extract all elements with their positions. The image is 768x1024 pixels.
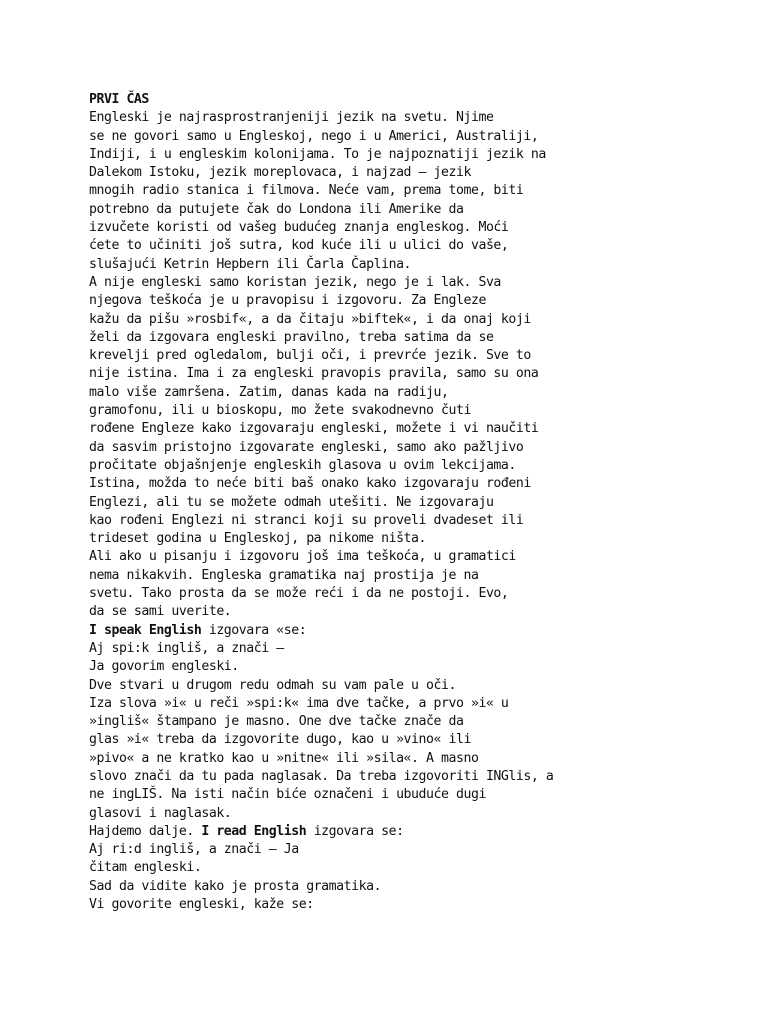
text-line: kažu da pišu »rosbif«, a da čitaju »biftek«, i da onaj koji: [89, 311, 531, 327]
text-line: pročitate objašnjenje engleskih glasova u ovim lekcijama.: [89, 457, 516, 473]
text-line: mnogih radio stanica i filmova. Neće vam, prema tome, biti: [89, 183, 524, 199]
text-line: krevelji pred ogledalom, bulji oči, i prevrće jezik. Sve to: [89, 348, 531, 364]
text-line: da sasvim pristojno izgovarate engleski, samo ako pažljivo: [89, 439, 524, 455]
text-line: glasovi i naglasak.: [89, 805, 232, 821]
text-line: slovo znači da tu pada naglasak. Da treba izgovoriti INGlis, a: [89, 768, 554, 784]
text-line: kao rođeni Englezi ni stranci koji su proveli dvadeset ili: [89, 512, 524, 528]
document-title: PRVI ČAS: [89, 92, 149, 107]
example-phrase-read: [89, 823, 749, 841]
text-line: »ingliš« štampano je masno. One dve tačke znače da: [89, 714, 464, 730]
text-line: se ne govori samo u Engleskoj, nego i u Americi, Australiji,: [89, 128, 539, 144]
text-line: Iza slova »i« u reči »spi:k« ima dve tačke, a prvo »i« u: [89, 695, 509, 711]
text-line: Istina, možda to neće biti baš onako kako izgovaraju rođeni: [89, 476, 531, 492]
text-line: Aj ri:d ingliš, a znači – Ja: [89, 842, 299, 858]
text-line: glas »i« treba da izgovorite dugo, kao u »vino« ili: [89, 732, 471, 748]
text-line: Aj spi:k ingliš, a znači –: [89, 640, 284, 656]
example-phrase-speak: [89, 622, 749, 640]
text-line: Dve stvari u drugom redu odmah su vam pale u oči.: [89, 677, 456, 693]
text-line: Ali ako u pisanju i izgovoru još ima teškoća, u gramatici: [89, 549, 516, 565]
text-line: A nije engleski samo koristan jezik, nego je i lak. Sva: [89, 274, 501, 290]
paragraph-intro: [89, 109, 749, 621]
phrase-rest: izgovara se:: [306, 823, 404, 839]
text-line: Indiji, i u engleskim kolonijama. To je najpoznatiji jezik na: [89, 146, 546, 162]
document-page: [89, 91, 749, 914]
text-line: rođene Engleze kako izgovaraju engleski, možete i vi naučiti: [89, 421, 539, 437]
text-line: želi da izgovara engleski pravilno, treba satima da se: [89, 329, 494, 345]
text-line: potrebno da putujete čak do Londona ili Amerike da: [89, 201, 464, 217]
phrase-bold: I speak English: [89, 622, 202, 638]
text-line: malo više zamršena. Zatim, danas kada na radiju,: [89, 384, 449, 400]
paragraph-pronunciation: [89, 640, 749, 823]
text-line: Ja govorim engleski.: [89, 659, 239, 675]
text-line: Sad da vidite kako je prosta gramatika.: [89, 878, 382, 894]
text-line: Vi govorite engleski, kaže se:: [89, 897, 314, 913]
phrase-bold: I read English: [201, 823, 307, 839]
text-line: trideset godina u Engleskoj, pa nikome ništa.: [89, 531, 427, 547]
text-line: ćete to učiniti još sutra, kod kuće ili u ulici do vaše,: [89, 238, 509, 254]
text-line: da se sami uverite.: [89, 604, 232, 620]
phrase-rest: izgovara «se:: [201, 622, 307, 638]
text-line: slušajući Ketrin Hepbern ili Čarla Čaplina.: [89, 256, 412, 272]
paragraph-grammar: [89, 841, 749, 914]
text-line: Englezi, ali tu se možete odmah utešiti. Ne izgovaraju: [89, 494, 494, 510]
text-line: svetu. Tako prosta da se može reći i da ne postoji. Evo,: [89, 586, 509, 602]
text-line: Engleski je najrasprostranjeniji jezik na svetu. Njime: [89, 110, 494, 126]
text-line: čitam engleski.: [89, 860, 202, 876]
text-line: Dalekom Istoku, jezik moreplovaca, i najzad – jezik: [89, 165, 471, 181]
text-line: izvučete koristi od vašeg budućeg znanja engleskog. Moći: [89, 220, 509, 236]
text-line: gramofonu, ili u bioskopu, mo žete svakodnevno čuti: [89, 403, 471, 419]
text-line: njegova teškoća je u pravopisu i izgovoru. Za Engleze: [89, 293, 486, 309]
text-line: nije istina. Ima i za engleski pravopis pravila, samo su ona: [89, 366, 539, 382]
text-line: ne ingLIŠ. Na isti način biće označeni i ubuduće dugi: [89, 787, 486, 803]
phrase-before: Hajdemo dalje.: [89, 823, 202, 839]
text-line: nema nikakvih. Engleska gramatika naj prostija je na: [89, 567, 479, 583]
text-line: »pivo« a ne kratko kao u »nitne« ili »sila«. A masno: [89, 750, 479, 766]
